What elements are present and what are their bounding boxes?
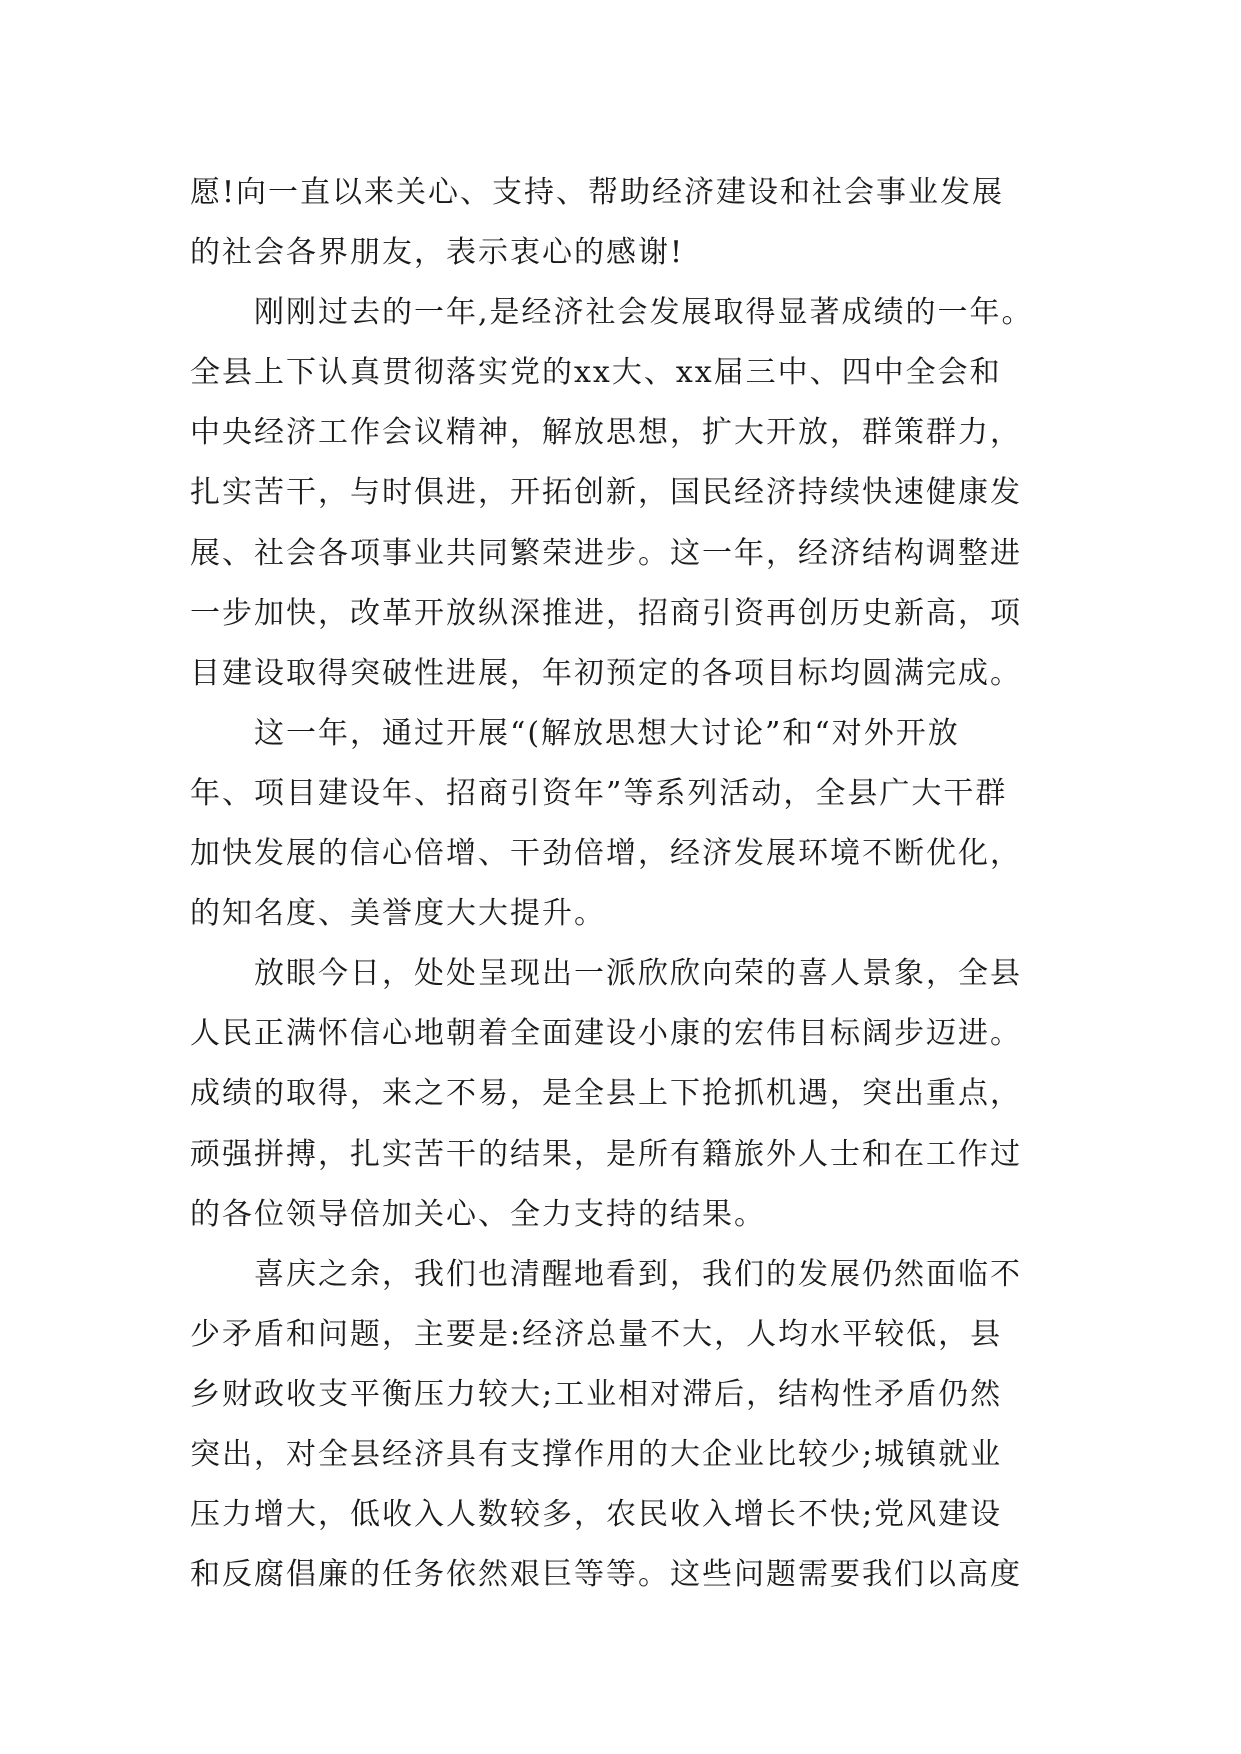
paragraph-first-line: 喜庆之余，我们也清醒地看到，我们的发展仍然面临不 [254,1256,1022,1292]
text-line: 一步加快，改革开放纵深推进，招商引资再创历史新高，项 [190,595,1022,631]
text-line: 中央经济工作会议精神，解放思想，扩大开放，群策群力， [190,415,1022,451]
text-line: 的社会各界朋友，表示衷心的感谢! [190,235,685,271]
paragraph-first-line: 这一年，通过开展“(解放思想大讨论”和“对外开放 [254,715,960,751]
text-line: 的各位领导倍加关心、全力支持的结果。 [190,1196,766,1232]
text-line: 人民正满怀信心地朝着全面建设小康的宏伟目标阔步迈进。 [190,1016,1022,1052]
text-line: 扎实苦干，与时俱进，开拓创新，国民经济持续快速健康发 [190,475,1022,511]
text-line: 展、社会各项事业共同繁荣进步。这一年，经济结构调整进 [190,535,1022,571]
text-line: 顽强拼搏，扎实苦干的结果，是所有籍旅外人士和在工作过 [190,1136,1022,1172]
text-line: 的知名度、美誉度大大提升。 [190,896,606,932]
text-line: 和反腐倡廉的任务依然艰巨等等。这些问题需要我们以高度 [190,1557,1022,1593]
text-line: 乡财政收支平衡压力较大;工业相对滞后，结构性矛盾仍然 [190,1376,1003,1412]
text-line: 年、项目建设年、招商引资年”等系列活动，全县广大干群 [190,775,1008,811]
text-line: 少矛盾和问题，主要是:经济总量不大，人均水平较低，县 [190,1316,1003,1352]
text-line: 愿!向一直以来关心、支持、帮助经济建设和社会事业发展 [190,175,1005,210]
document-body [190,163,1070,1605]
paragraph-first-line: 刚刚过去的一年,是经济社会发展取得显著成绩的一年。 [254,295,1034,331]
paragraph-first-line: 放眼今日，处处呈现出一派欣欣向荣的喜人景象，全县 [254,956,1022,992]
text-line: 加快发展的信心倍增、干劲倍增，经济发展环境不断优化， [190,836,1022,872]
text-line: 突出，对全县经济具有支撑作用的大企业比较少;城镇就业 [190,1436,1003,1472]
text-line: 全县上下认真贯彻落实党的xx大、xx届三中、四中全会和 [190,355,1002,391]
text-line: 成绩的取得，来之不易，是全县上下抢抓机遇，突出重点， [190,1076,1022,1112]
text-line: 压力增大，低收入人数较多，农民收入增长不快;党风建设 [190,1497,1003,1533]
text-line: 目建设取得突破性进展，年初预定的各项目标均圆满完成。 [190,655,1022,691]
